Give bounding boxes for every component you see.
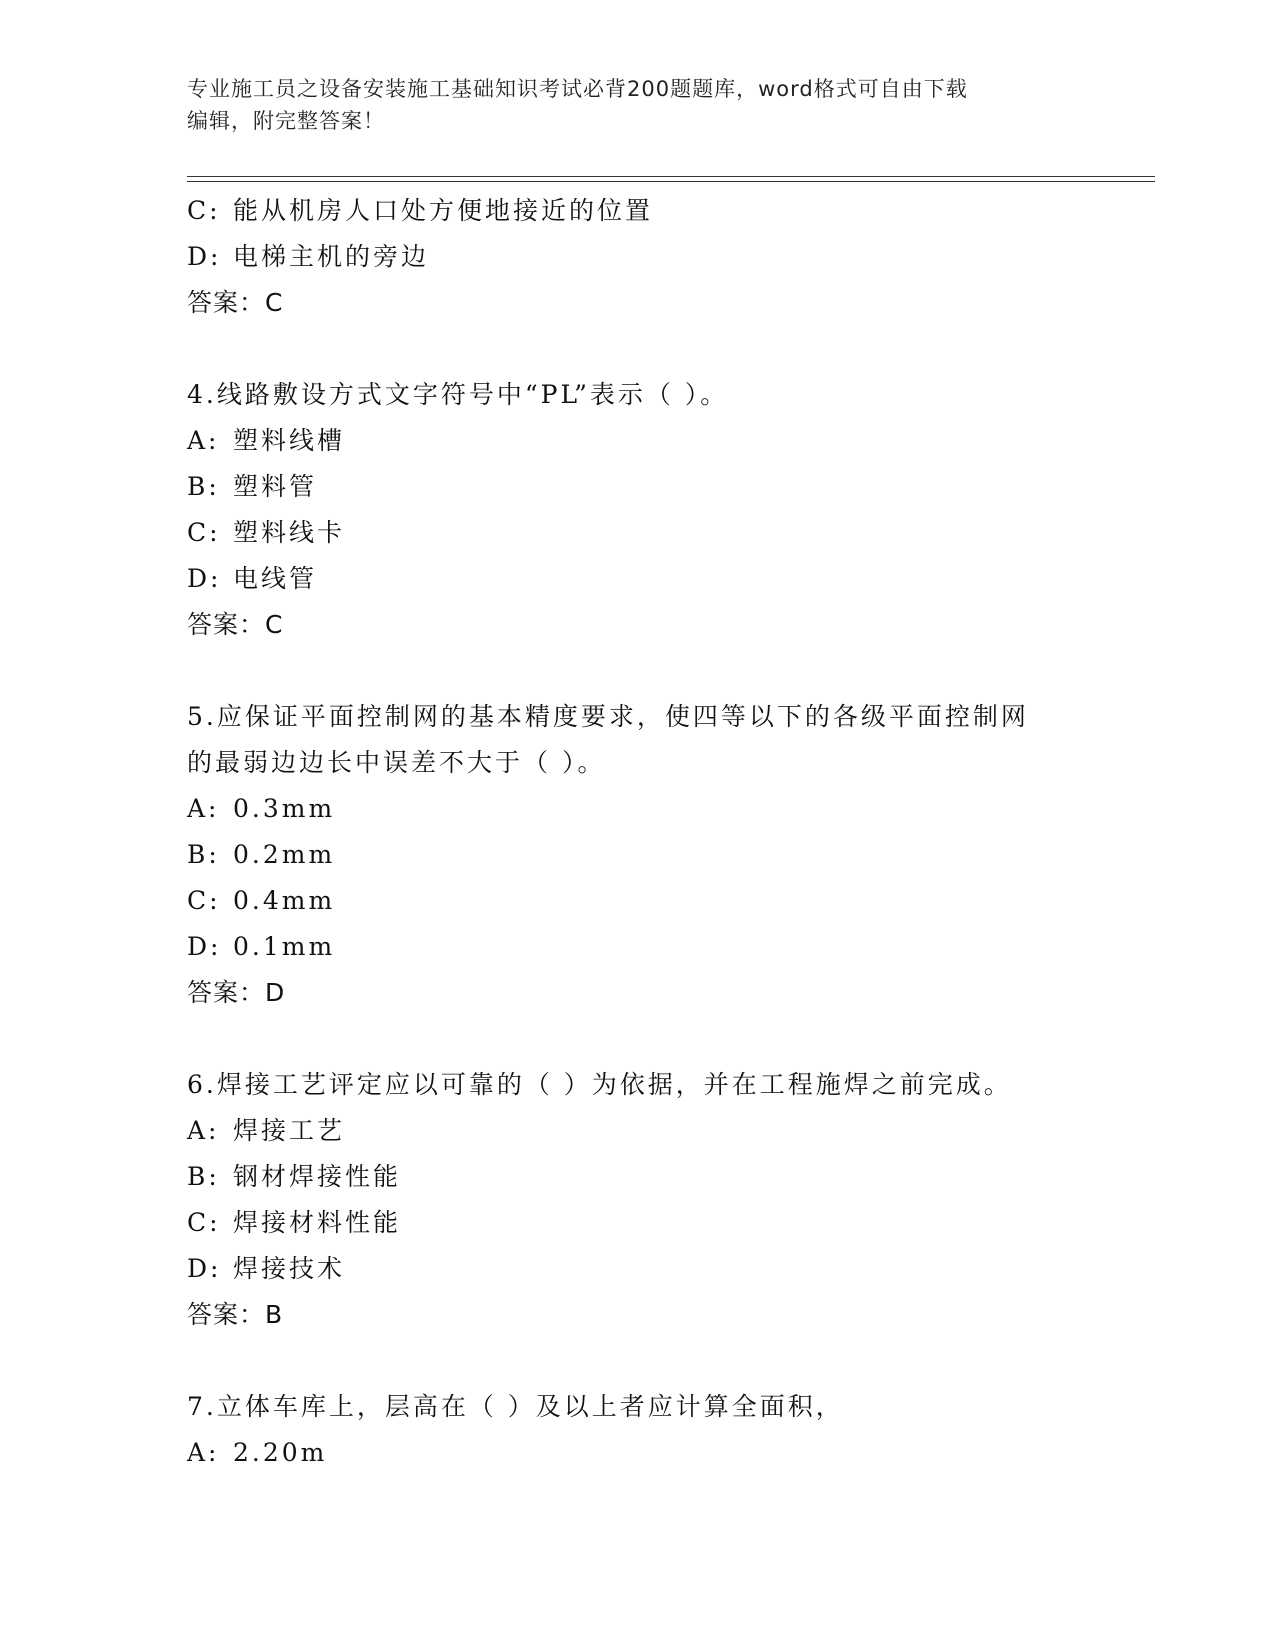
question-text-line-1: 5.应保证平面控制网的基本精度要求，使四等以下的各级平面控制网: [187, 702, 1029, 731]
answer-line: 答案：C: [187, 288, 284, 317]
question-7: [187, 1384, 1087, 1476]
question-5: [187, 694, 1087, 1016]
header-line-1: 专业施工员之设备安装施工基础知识考试必背200题题库，word格式可自由下载: [187, 77, 968, 101]
option-a: A: 焊接工艺: [187, 1116, 346, 1145]
option-c: C: 塑料线卡: [187, 518, 346, 547]
question-text: 4.线路敷设方式文字符号中“PL”表示（ ）。: [187, 380, 729, 409]
answer-line: 答案：C: [187, 610, 284, 639]
option-a: A: 2.20m: [187, 1438, 328, 1467]
question-3-partial: [187, 188, 1087, 326]
document-header: [187, 73, 1067, 137]
question-4: [187, 372, 1087, 648]
question-text: 7.立体车库上，层高在（ ）及以上者应计算全面积，: [187, 1392, 844, 1421]
option-b: B: 钢材焊接性能: [187, 1162, 402, 1191]
header-divider-top: [187, 176, 1155, 177]
header-divider-bottom: [187, 181, 1155, 182]
option-d: D: 0.1mm: [187, 932, 336, 961]
question-text-line-2: 的最弱边边长中误差不大于（ ）。: [187, 748, 606, 777]
header-line-2: 编辑，附完整答案！: [187, 109, 385, 133]
option-a: A: 0.3mm: [187, 794, 336, 823]
spacer: [187, 648, 1087, 694]
option-a: A: 塑料线槽: [187, 426, 346, 455]
option-c: C: 焊接材料性能: [187, 1208, 402, 1237]
option-b: B: 0.2mm: [187, 840, 336, 869]
option-d: D: 焊接技术: [187, 1254, 346, 1283]
question-6: [187, 1062, 1087, 1338]
spacer: [187, 326, 1087, 372]
option-c: C: 能从机房人口处方便地接近的位置: [187, 196, 654, 225]
spacer: [187, 1016, 1087, 1062]
option-c: C: 0.4mm: [187, 886, 336, 915]
answer-line: 答案：D: [187, 978, 286, 1007]
question-text: 6.焊接工艺评定应以可靠的（ ）为依据，并在工程施焊之前完成。: [187, 1070, 1012, 1099]
question-list: [187, 188, 1087, 1476]
option-d: D: 电梯主机的旁边: [187, 242, 430, 271]
option-d: D: 电线管: [187, 564, 318, 593]
option-b: B: 塑料管: [187, 472, 318, 501]
answer-line: 答案：B: [187, 1300, 284, 1329]
spacer: [187, 1338, 1087, 1384]
